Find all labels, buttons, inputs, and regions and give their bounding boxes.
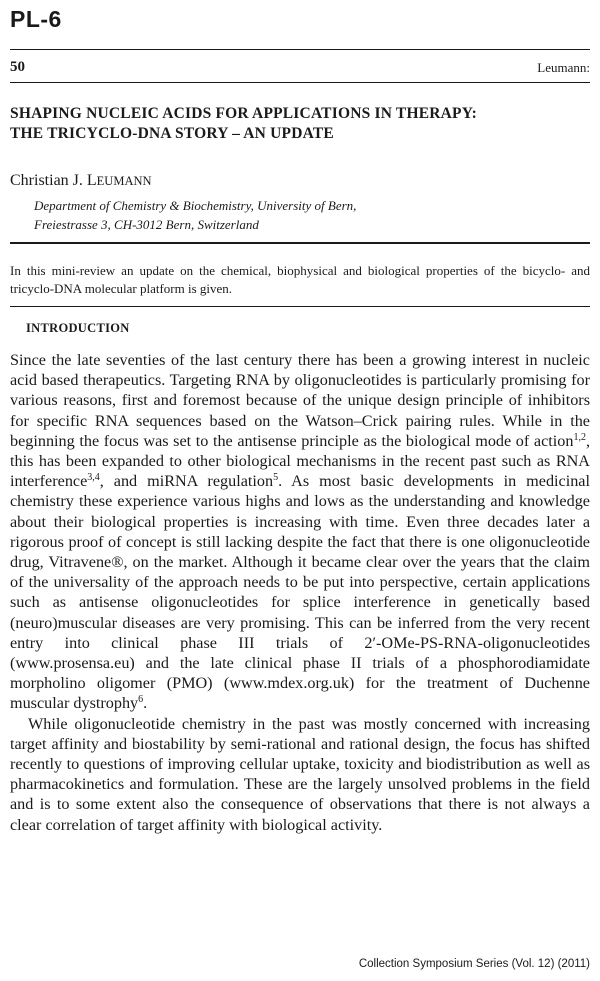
header-bottom-rule (10, 82, 590, 83)
abstract-top-rule (10, 242, 590, 244)
author-first: Christian J. L (10, 172, 97, 189)
affiliation-line: Freiestrasse 3, CH-3012 Bern, Switzerland (34, 217, 259, 232)
header-top-rule (10, 49, 590, 50)
p1-text: Since the late seventies of the last century there has been a growing interest in nucleic acid based therapeutics. Targeting RNA by oligonucleotides is particularly promising for various reasons, first and foremost because of the unique design principle of inhibitors for specific RNA sequences based on the Watson–Crick pairing rules. While in the beginning the focus was set to the antisense principle as the biological mode of action (10, 351, 590, 450)
section-label: PL-6 (10, 6, 62, 32)
abstract-bottom-rule (10, 306, 590, 307)
abstract: In this mini-review an update on the chemical, biophysical and biological properties of the bicyclo- and tricyclo-DNA molecular platform is given. (10, 263, 590, 296)
footer-citation: Collection Symposium Series (Vol. 12) (2011) (358, 958, 590, 970)
p1-text: . (143, 694, 148, 713)
citation-ref: 3,4 (87, 472, 100, 484)
affiliation (34, 196, 356, 234)
affiliation-line: Department of Chemistry & Biochemistry, University of Bern, (34, 198, 357, 213)
body-text (10, 350, 590, 835)
p1-text: , this has been expanded to other biological mechanisms in the recent past such as RNA interference (10, 431, 590, 491)
paragraph-1 (10, 350, 590, 714)
p1-text: . As most basic developments in medicinal chemistry these experience various highs and lows as the understanding and knowledge about their biological properties is increasing with time. Even three decades later a rigorous proof of concept is still lacking despite the fact that there is one oligonucleotide drug, Vitravene®, on the market. Although it became clear over the years that the claim of the universality of the approach needs to be put into perspective, certain applications such as antisense oligonucleotides for splice interference in genetically based (neuro)muscular diseases are very promising. This can be inferred from the very recent entry into clinical phase III trials of 2′-OMe-PS-RNA-oligonucleotides (www.prosensa.eu) and the late clinical phase II trials of a phosphorodiamidate morpholino oligomer (PMO) (www.mdex.org.uk) for the treatment of Duchenne muscular dystrophy (10, 472, 590, 713)
section-heading: INTRODUCTION (26, 321, 130, 335)
paper-title (10, 104, 590, 144)
author-name (10, 172, 152, 190)
title-line: THE TRICYCLO-DNA STORY – AN UPDATE (10, 125, 334, 142)
title-line: SHAPING NUCLEIC ACIDS FOR APPLICATIONS IN THERAPY: (10, 105, 478, 122)
running-author: Leumann: (537, 60, 590, 75)
p1-text: , and miRNA regulation (99, 472, 274, 491)
page-number: 50 (10, 59, 25, 75)
paragraph-2: While oligonucleotide chemistry in the past was mostly concerned with increasing target affinity and biostability by semi-rational and rational design, the focus has shifted recently to questions of improving cellular uptake, toxicity and biodistribution as well as pharmacokinetics and formulation. These are the largely unsolved problems in the field and is to some extent also the consequence of observations that there is not always a clear correlation of target affinity with biological activity. (10, 714, 590, 834)
author-last: EUMANN (96, 174, 152, 188)
citation-ref: 6 (138, 694, 144, 706)
citation-ref: 5 (273, 472, 279, 484)
citation-ref: 1,2 (573, 431, 586, 443)
